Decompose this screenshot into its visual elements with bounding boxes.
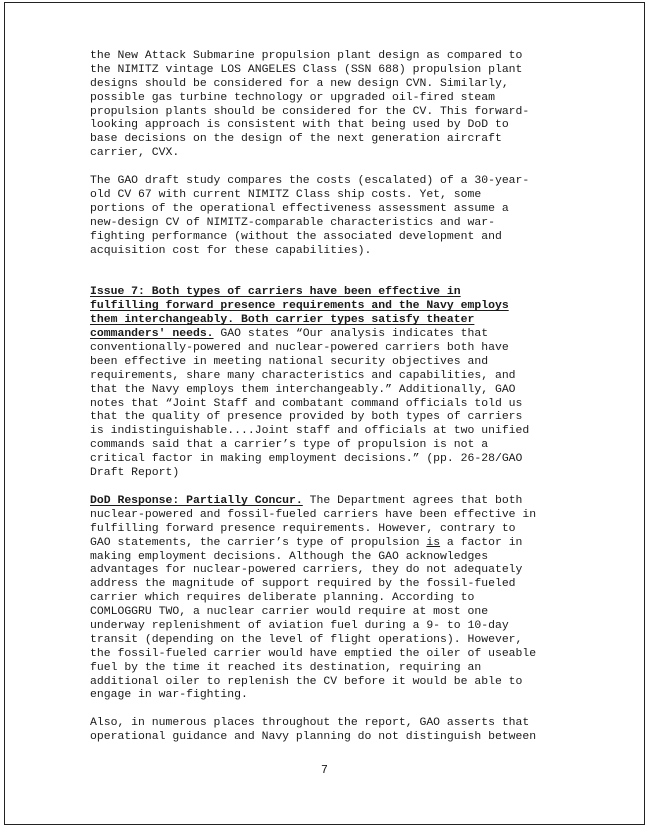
- text-line: Draft Report): [90, 466, 180, 480]
- paragraph-cost-comparison: [90, 174, 590, 257]
- text-line: carrier which requires deliberate planning. According to: [90, 591, 475, 605]
- text-line: additional oiler to replenish the CV before it would be able to: [90, 674, 523, 688]
- text-line: fighting performance (without the associated development and: [90, 229, 502, 243]
- response-heading: DoD Response: Partially Concur.: [90, 493, 303, 507]
- text-line: underway replenishment of aviation fuel during a 9- to 10-day: [90, 618, 509, 632]
- paragraph-propulsion-plants: [90, 49, 590, 160]
- text-line: propulsion plants should be considered for the CV. This forward-: [90, 104, 530, 118]
- issue-heading-line: Issue 7: Both types of carriers have been effective in: [90, 285, 461, 299]
- issue-heading-line: commanders' needs.: [90, 327, 214, 341]
- text-line: The GAO draft study compares the costs (escalated) of a 30-year-: [90, 174, 530, 188]
- text-line: Also, in numerous places throughout the report, GAO asserts that: [90, 716, 530, 730]
- text-line: new-design CV of NIMITZ-comparable characteristics and war-: [90, 215, 495, 229]
- text-line: the New Attack Submarine propulsion plant design as compared to: [90, 49, 523, 62]
- paragraph-operational-guidance: [90, 716, 590, 744]
- paragraph-dod-response: [90, 494, 590, 702]
- text-fragment: GAO statements, the carrier’s type of propulsion: [90, 535, 427, 549]
- text-line: that the quality of presence provided by both types of carriers: [90, 410, 523, 424]
- text-line: the NIMITZ vintage LOS ANGELES Class (SSN 688) propulsion plant: [90, 62, 523, 76]
- text-line: operational guidance and Navy planning do not distinguish between: [90, 730, 537, 744]
- text-line: been effective in meeting national security objectives and: [90, 354, 489, 368]
- text-fragment: a factor in: [440, 535, 523, 549]
- text-line: that the Navy employs them interchangeably.” Additionally, GAO: [90, 382, 516, 396]
- document-body: [90, 49, 590, 744]
- text-line: [90, 494, 590, 508]
- text-line: notes that “Joint Staff and combatant command officials told us: [90, 396, 523, 410]
- text-line: engage in war-fighting.: [90, 688, 248, 702]
- issue-heading-line: them interchangeably. Both carrier types satisfy theater: [90, 313, 475, 327]
- text-line: designs should be considered for a new design CVN. Similarly,: [90, 76, 509, 90]
- text-line: is indistinguishable....Joint staff and officials at two unified: [90, 424, 530, 438]
- text-fragment: GAO states “Our analysis indicates that: [213, 327, 489, 341]
- text-line: requirements, share many characteristics and capabilities, and: [90, 368, 516, 382]
- text-line: COMLOGGRU TWO, a nuclear carrier would require at most one: [90, 605, 489, 619]
- text-line: nuclear-powered and fossil-fueled carriers have been effective in: [90, 507, 537, 521]
- text-line: looking approach is consistent with that being used by DoD to: [90, 118, 509, 132]
- text-line: [90, 536, 590, 550]
- emphasized-word: is: [426, 535, 441, 549]
- text-line: the fossil-fueled carrier would have emptied the oiler of useable: [90, 646, 537, 660]
- document-page: [4, 2, 645, 825]
- text-line: acquisition cost for these capabilities).: [90, 243, 372, 257]
- text-line: [90, 327, 590, 341]
- text-fragment: The Department agrees that both: [302, 493, 523, 507]
- text-line: portions of the operational effectiveness assessment assume a: [90, 201, 509, 215]
- text-line: making employment decisions. Although the GAO acknowledges: [90, 549, 489, 563]
- text-line: old CV 67 with current NIMITZ Class ship costs. Yet, some: [90, 188, 482, 202]
- text-line: possible gas turbine technology or upgraded oil-fired steam: [90, 90, 495, 104]
- text-line: fuel by the time it reached its destination, requiring an: [90, 660, 482, 674]
- text-line: address the magnitude of support required by the fossil-fueled: [90, 577, 516, 591]
- text-line: advantages for nuclear-powered carriers, they do not adequately: [90, 563, 523, 577]
- page-number: 7: [321, 764, 328, 777]
- paragraph-issue-7: [90, 285, 590, 479]
- text-line: commands said that a carrier’s type of propulsion is not a: [90, 438, 489, 452]
- text-line: fulfilling forward presence requirements. However, contrary to: [90, 521, 516, 535]
- text-line: transit (depending on the level of flight operations). However,: [90, 632, 523, 646]
- text-line: carrier, CVX.: [90, 146, 180, 160]
- text-line: critical factor in making employment decisions.” (pp. 26-28/GAO: [90, 452, 523, 466]
- issue-heading-line: fulfilling forward presence requirements and the Navy employs: [90, 299, 509, 313]
- text-line: conventionally-powered and nuclear-powered carriers both have: [90, 341, 509, 355]
- text-line: base decisions on the design of the next generation aircraft: [90, 132, 502, 146]
